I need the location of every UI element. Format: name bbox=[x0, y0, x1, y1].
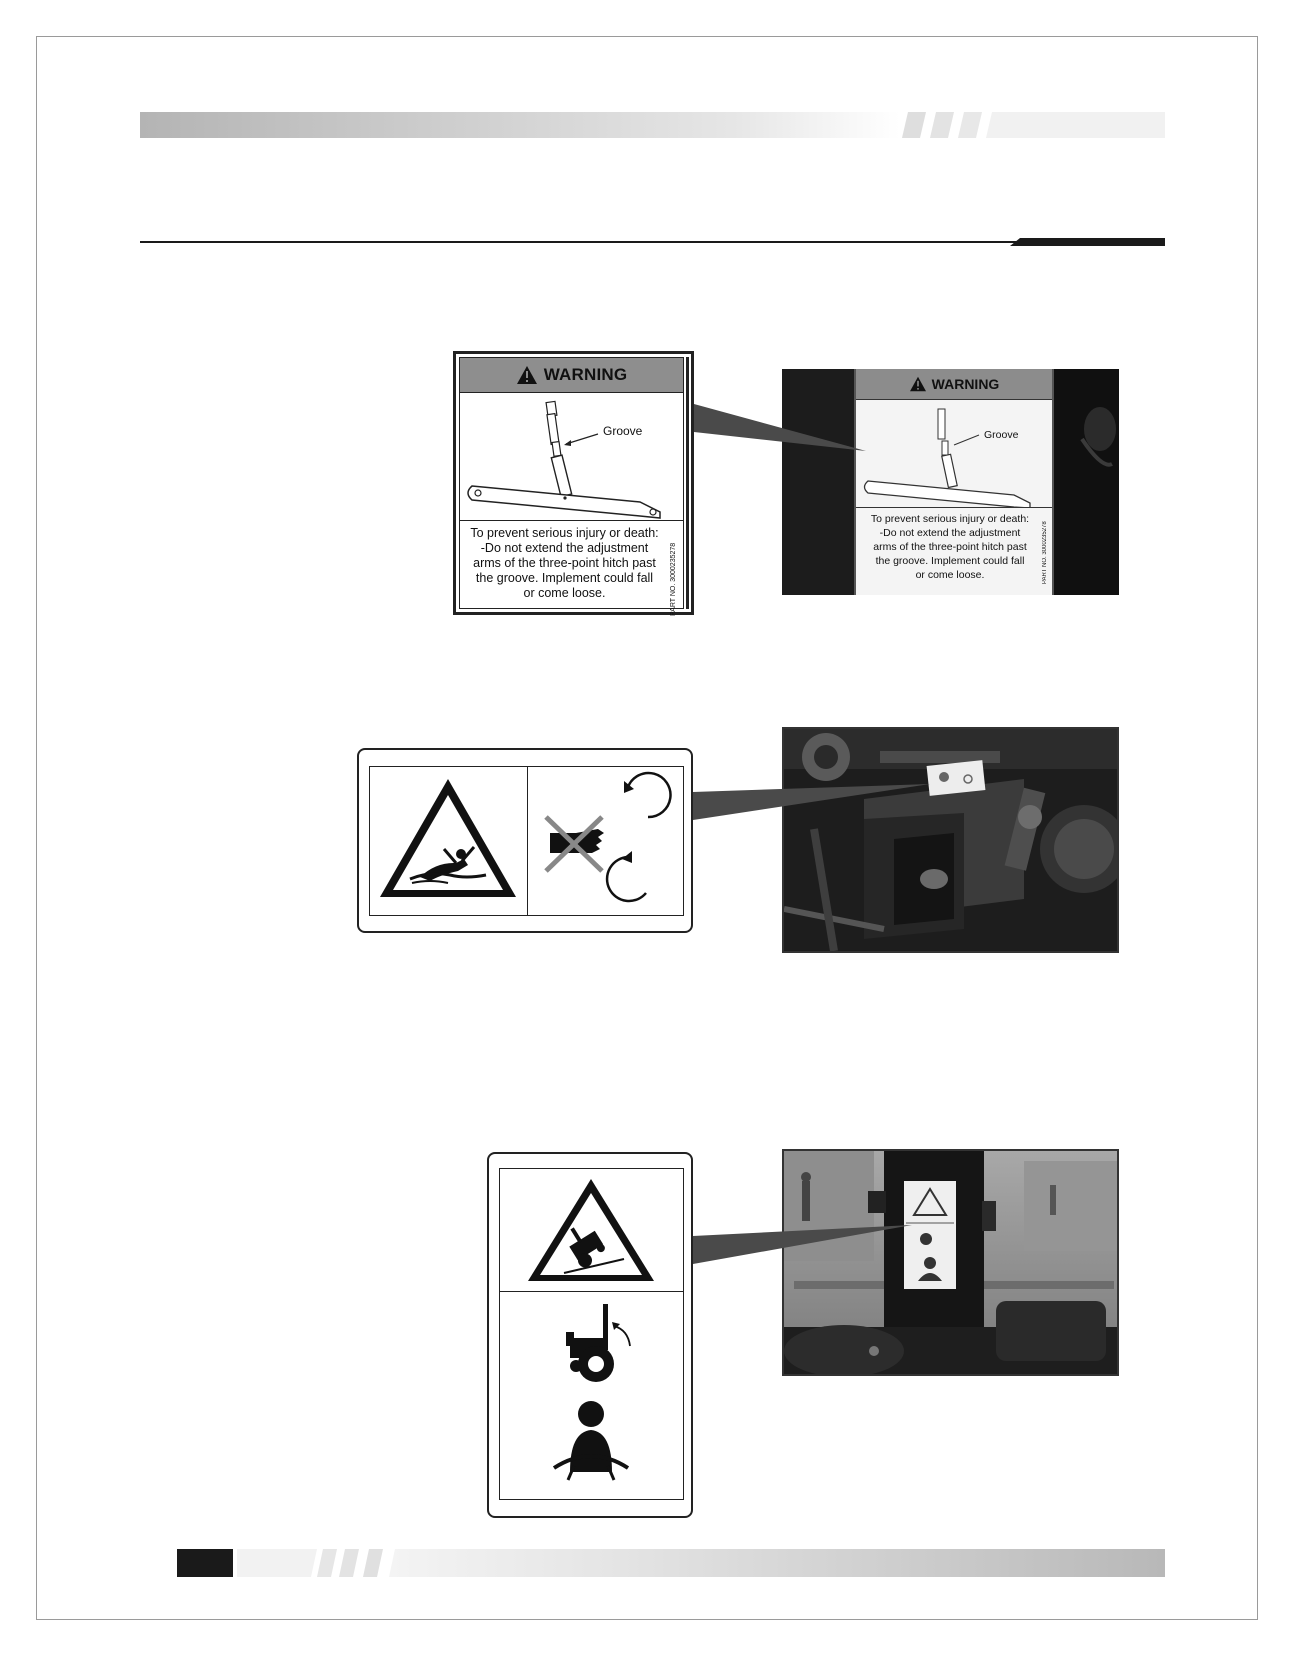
warning-header bbox=[460, 358, 683, 393]
entanglement-hazard-icon bbox=[370, 767, 526, 914]
warning-title: WARNING bbox=[543, 365, 628, 384]
page-number-block bbox=[177, 1549, 233, 1577]
rotating-parts-keep-hands-away-icon bbox=[528, 767, 682, 914]
rops-seatbelt-cell bbox=[499, 1291, 684, 1500]
groove-label: Groove bbox=[603, 424, 643, 438]
rollover-hazard-cell bbox=[499, 1168, 684, 1292]
warning-triangle-icon bbox=[909, 376, 927, 392]
rotating-parts-cell bbox=[527, 766, 684, 916]
rollover-hazard-icon bbox=[500, 1169, 682, 1290]
photo-groove-label: Groove bbox=[984, 429, 1019, 441]
photo-warning-sticker bbox=[854, 369, 1054, 595]
hitch-arm-illustration bbox=[460, 394, 683, 521]
photo-part-number: PART NO. 3000235278 bbox=[1042, 521, 1048, 584]
photo-pto-decal-location bbox=[782, 727, 1119, 953]
header-band bbox=[140, 112, 1165, 138]
rops-decal bbox=[487, 1152, 693, 1518]
part-number: PART NO. 3000235278 bbox=[670, 542, 677, 616]
warning-triangle-icon bbox=[516, 365, 538, 385]
title-rule bbox=[140, 238, 1165, 246]
hitch-warning-decal bbox=[453, 351, 694, 615]
entanglement-hazard-cell bbox=[369, 766, 528, 916]
photo-hitch-decal-location bbox=[782, 369, 1119, 595]
photo-rops-decal-location bbox=[782, 1149, 1119, 1376]
photo-warning-message: To prevent serious injury or death: -Do not extend the adjustment arms of the three-point hitch past the groove. Implement could fall or come loose. bbox=[870, 513, 1030, 581]
footer-band bbox=[177, 1549, 1165, 1577]
rops-seatbelt-icon bbox=[500, 1292, 682, 1498]
photo-warning-title: WARNING bbox=[931, 376, 1000, 392]
entanglement-decal bbox=[357, 748, 693, 933]
warning-message: To prevent serious injury or death: -Do not extend the adjustment arms of the three-point hitch past the groove. Implement could fall or come loose. bbox=[470, 526, 659, 600]
